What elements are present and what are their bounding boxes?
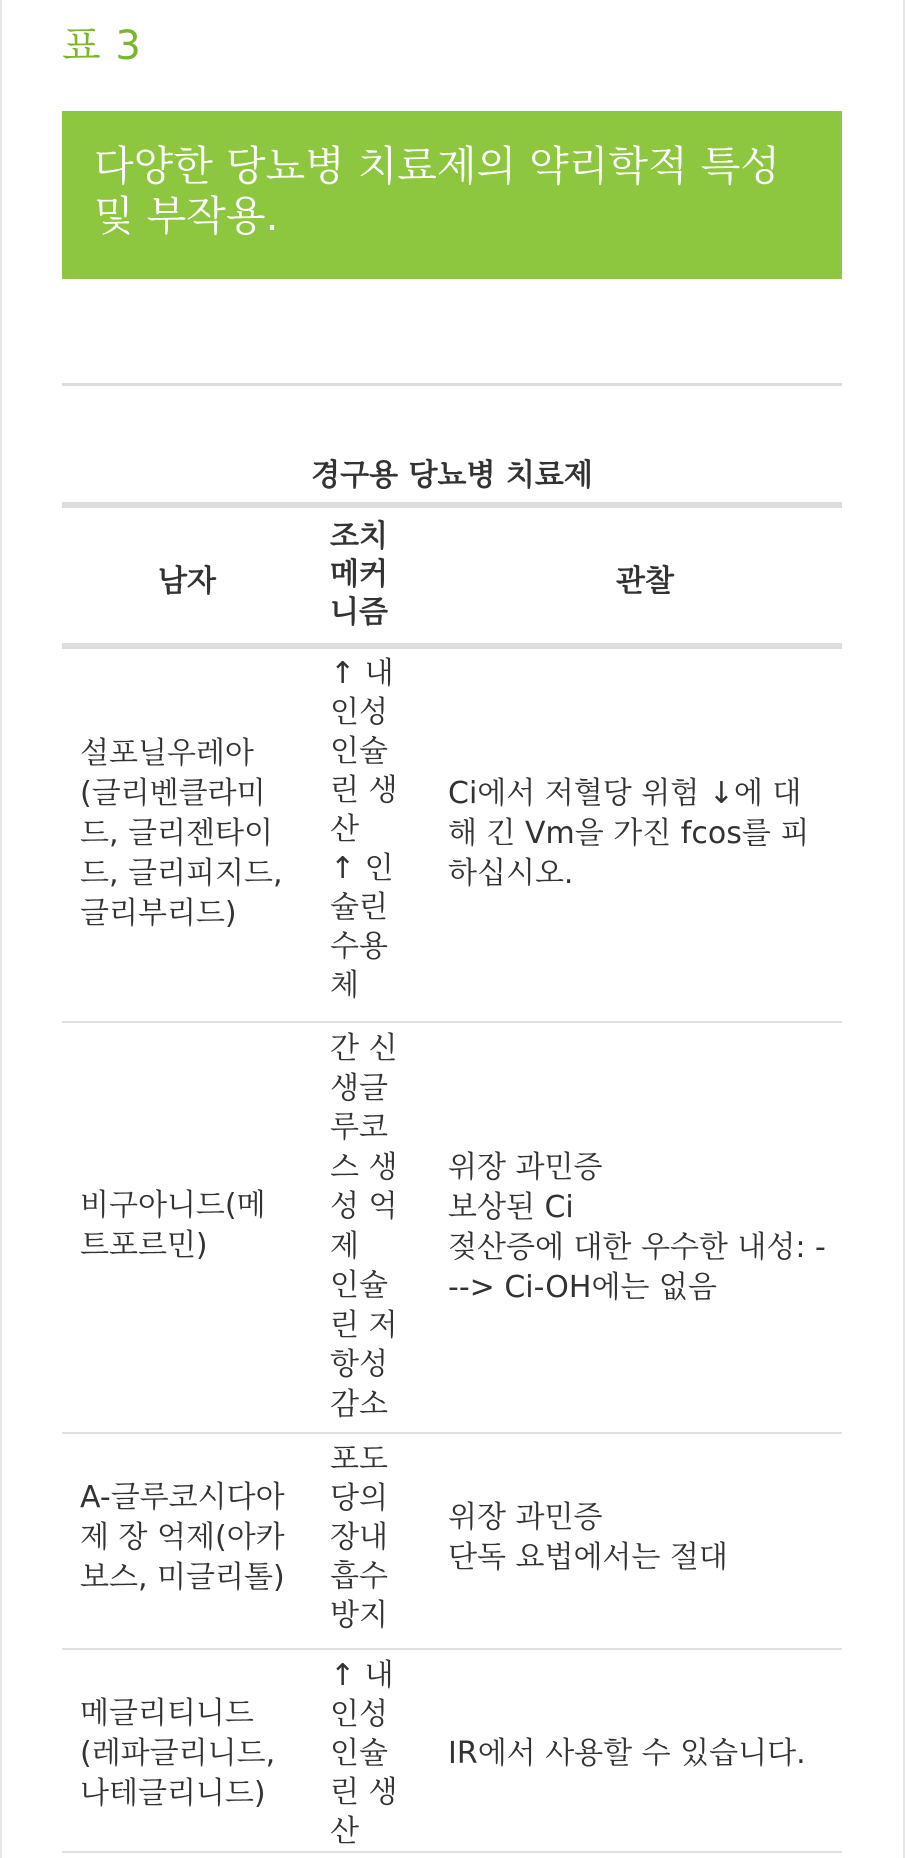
cell-line: 포도 <box>330 1442 388 1477</box>
header-name: 남자 <box>158 564 216 599</box>
cell-line: 산 <box>330 1814 359 1849</box>
cell-line: 제 장 억제(아카 <box>80 1520 285 1555</box>
cell-line: 인성 <box>330 695 388 730</box>
row-divider <box>62 1851 842 1853</box>
cell-line: 위장 과민증 <box>448 1500 603 1535</box>
cell-line: 당의 <box>330 1481 388 1516</box>
cell-line: 성 억 <box>330 1189 398 1224</box>
row-2-name <box>80 1186 266 1266</box>
cell-line: --> Ci-OH에는 없음 <box>448 1270 717 1305</box>
cell-line: 보스, 미글리톨) <box>80 1560 285 1595</box>
cell-line: IR에서 사용할 수 있습니다. <box>448 1736 806 1771</box>
header-note: 관찰 <box>616 564 674 599</box>
table-label: 표 3 <box>62 23 142 69</box>
cell-line: 보상된 Ci <box>448 1190 574 1225</box>
cell-line: 비구아니드(메 <box>80 1188 266 1223</box>
cell-line: 설포닐우레아 <box>80 736 254 771</box>
cell-line: 산 <box>330 812 359 847</box>
cell-line: ↑ 인 <box>330 851 394 886</box>
row-4-note <box>448 1734 806 1774</box>
group-title: 경구용 당뇨병 치료제 <box>311 458 593 493</box>
table-caption <box>94 141 812 241</box>
header-mechanism <box>330 518 388 632</box>
header-mechanism-line: 니즘 <box>330 595 388 630</box>
row-3-note <box>448 1498 728 1578</box>
header-bottom-rule <box>62 643 842 649</box>
row-2-mechanism <box>330 1029 398 1424</box>
row-divider <box>62 1648 842 1650</box>
cell-line: 린 생 <box>330 773 398 808</box>
cell-line: 위장 과민증 <box>448 1150 603 1185</box>
cell-line: 젖산증에 대한 우수한 내성: - <box>448 1230 826 1265</box>
cell-line: 린 생 <box>330 1775 398 1810</box>
cell-line: 인성 <box>330 1697 388 1732</box>
cell-line: 생글 <box>330 1070 388 1106</box>
cell-line: 메글리티니드 <box>80 1696 254 1731</box>
cell-line: 해 긴 Vm을 가진 fcos를 피 <box>448 816 810 851</box>
cell-line: 단독 요법에서는 절대 <box>448 1540 728 1575</box>
header-mechanism-line: 조치 <box>330 519 388 554</box>
cell-line: 흡수 <box>330 1559 388 1594</box>
cell-line: ↑ 내 <box>330 656 394 691</box>
cell-line: 감소 <box>330 1386 388 1422</box>
cell-line: (글리벤클라미 <box>80 776 266 811</box>
row-4-mechanism <box>330 1656 398 1851</box>
cell-line: A-글루코시다아 <box>80 1480 285 1515</box>
cell-line: 루코 <box>330 1110 388 1145</box>
cell-line: 수용 <box>330 929 388 964</box>
cell-line: 인슐 <box>330 1736 388 1771</box>
cell-line: 린 저 <box>330 1307 398 1343</box>
caption-line: 다양한 당뇨병 치료제의 약리학적 특성 <box>94 142 780 190</box>
cell-line: 항성 <box>330 1347 388 1382</box>
cell-line: 인슐 <box>330 1268 388 1303</box>
caption-line: 및 부작용. <box>94 192 279 240</box>
cell-line: 트포르민) <box>80 1228 208 1263</box>
row-divider <box>62 1021 842 1023</box>
cell-line: (레파글리니드, <box>80 1736 276 1771</box>
cell-line: 스 생 <box>330 1149 398 1185</box>
row-4-name <box>80 1694 275 1814</box>
table-caption-banner <box>62 111 842 279</box>
cell-line: ↑ 내 <box>330 1658 394 1693</box>
cell-line: 간 신 <box>330 1031 398 1066</box>
cell-line: 하십시오. <box>448 856 574 891</box>
row-divider <box>62 1432 842 1434</box>
cell-line: 드, 글리피지드, <box>80 856 283 891</box>
row-3-name <box>80 1478 285 1598</box>
cell-line: 나테글리니드) <box>80 1776 266 1811</box>
cell-line: 체 <box>330 968 359 1003</box>
cell-line: 장내 <box>330 1520 388 1555</box>
cell-line: 슐린 <box>330 890 388 925</box>
cell-line: 인슐 <box>330 734 388 769</box>
cell-line: 제 <box>330 1228 359 1264</box>
cell-line: 방지 <box>330 1598 388 1633</box>
table-top-rule <box>62 383 842 386</box>
row-1-note <box>448 774 809 894</box>
row-1-name <box>80 734 283 934</box>
row-2-note <box>448 1148 826 1308</box>
header-mechanism-line: 메커 <box>330 557 388 592</box>
row-3-mechanism <box>330 1440 388 1635</box>
header-top-rule <box>62 502 842 508</box>
cell-line: 드, 글리젠타이 <box>80 816 273 851</box>
row-1-mechanism <box>330 654 398 1005</box>
page-frame-left <box>0 0 2 1858</box>
cell-line: Ci에서 저혈당 위험 ↓에 대 <box>448 776 802 811</box>
cell-line: 글리부리드) <box>80 896 237 931</box>
